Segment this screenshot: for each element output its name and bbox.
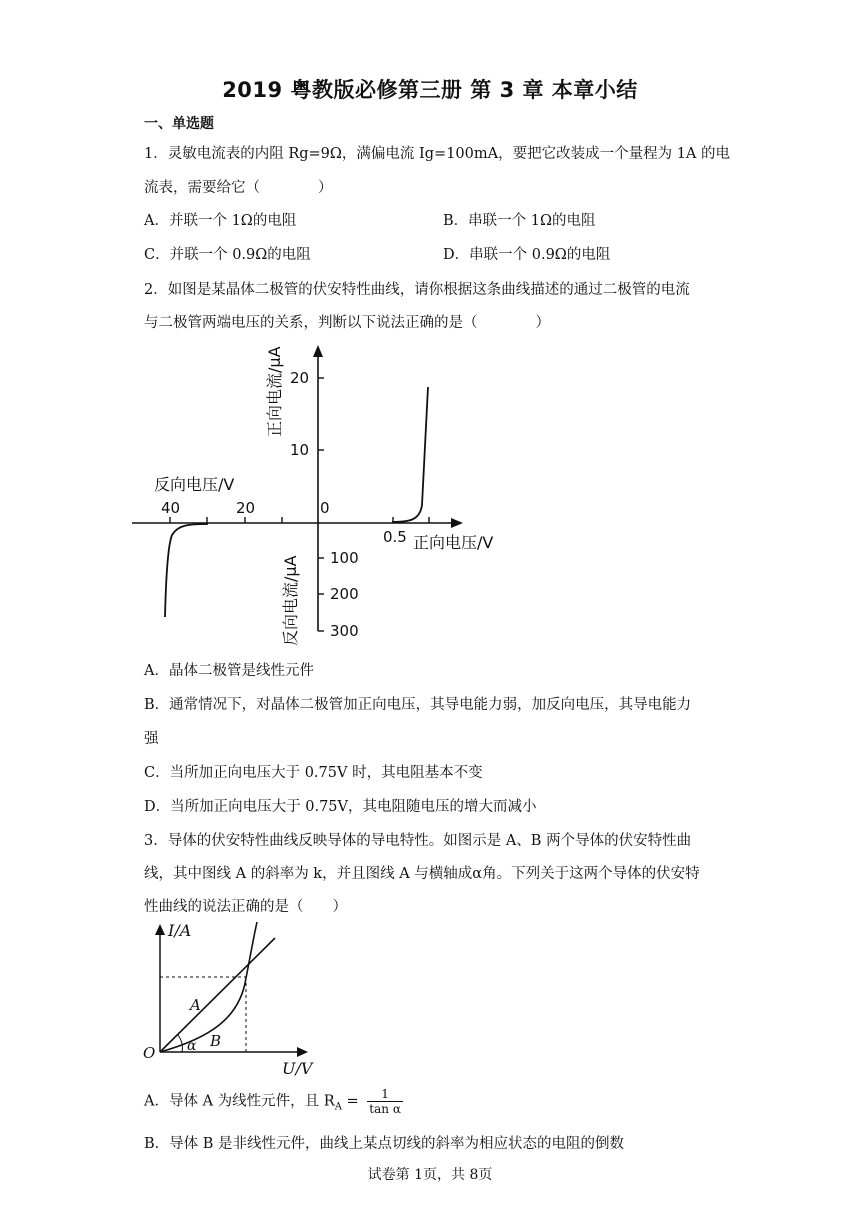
q1-option-c[interactable]: C．并联一个 0.9Ω的电阻 <box>144 247 311 263</box>
y-tick-20: 20 <box>290 369 310 387</box>
line-a-label: A <box>190 996 201 1014</box>
q1-stem-line2: 流表，需要给它（ ） <box>144 180 333 196</box>
q2-option-d[interactable]: D．当所加正向电压大于 0.75V，其电阻随电压的增大而减小 <box>144 799 537 815</box>
q3-option-b[interactable]: B．导体 B 是非线性元件，曲线上某点切线的斜率为相应状态的电阻的倒数 <box>144 1136 625 1152</box>
q3-option-a-fraction <box>367 1087 403 1116</box>
section-heading: 一、单选题 <box>144 116 214 132</box>
x-axis-label: U/V <box>282 1059 313 1078</box>
q2-stem-line2: 与二极管两端电压的关系，判断以下说法正确的是（ ） <box>144 315 550 331</box>
x-tick-0-5: 0.5 <box>383 528 407 546</box>
q2-option-b-line1[interactable]: B．通常情况下，对晶体二极管加正向电压，其导电能力弱，加反向电压，其导电能力 <box>144 697 692 713</box>
q3-stem-line3: 性曲线的说法正确的是（ ） <box>144 899 347 915</box>
q3-option-a-equals: = <box>341 1093 364 1110</box>
y-tick-300: 300 <box>330 622 359 640</box>
x-axis-arrow <box>451 518 463 528</box>
page-title: 2019 粤教版必修第三册 第 3 章 本章小结 <box>222 78 638 102</box>
q2-stem-line1: 2．如图是某晶体二极管的伏安特性曲线，请你根据这条曲线描述的通过二极管的电流 <box>144 282 690 298</box>
q1-option-b[interactable]: B．串联一个 1Ω的电阻 <box>443 213 596 229</box>
q3-option-a-text: A．导体 A 为线性元件，且 R <box>144 1093 335 1110</box>
fraction-numerator: 1 <box>367 1087 403 1102</box>
curve-b <box>160 922 257 1052</box>
q2-option-a[interactable]: A．晶体二极管是线性元件 <box>144 663 314 679</box>
x-tick-20: 20 <box>236 499 256 517</box>
x-tick-40: 40 <box>161 499 181 517</box>
q1-option-d[interactable]: D．串联一个 0.9Ω的电阻 <box>443 247 611 263</box>
y-axis-label: I/A <box>168 921 192 940</box>
angle-arc <box>178 1035 182 1052</box>
q3-stem-line2: 线，其中图线 A 的斜率为 k，并且图线 A 与横轴成α角。下列关于这两个导体的伏安特 <box>144 866 700 882</box>
iv-ab-figure <box>140 918 330 1080</box>
q1-option-a[interactable]: A．并联一个 1Ω的电阻 <box>144 213 297 229</box>
origin-label: O <box>143 1044 156 1062</box>
x-pos-label: 正向电压/V <box>413 533 494 552</box>
q3-option-a[interactable] <box>144 1087 403 1116</box>
fraction-denominator: tan α <box>369 1102 401 1116</box>
x-neg-label: 反向电压/V <box>154 475 235 494</box>
forward-curve <box>392 387 428 522</box>
y-tick-10: 10 <box>290 441 310 459</box>
q2-option-c[interactable]: C．当所加正向电压大于 0.75V 时，其电阻基本不变 <box>144 765 483 781</box>
x-axis-arrow <box>297 1047 308 1057</box>
q3-stem-line1: 3．导体的伏安特性曲线反映导体的导电特性。如图示是 A、B 两个导体的伏安特性曲 <box>144 833 692 849</box>
y-tick-200: 200 <box>330 585 359 603</box>
page-footer: 试卷第 1页，共 8页 <box>367 1167 493 1183</box>
line-b-label: B <box>210 1032 222 1050</box>
diode-iv-figure <box>130 335 520 650</box>
origin-label: 0 <box>320 499 330 517</box>
reverse-curve <box>165 524 208 617</box>
q2-option-b-line2[interactable]: 强 <box>144 731 159 747</box>
y-pos-label: 正向电流/μA <box>265 346 284 437</box>
y-axis-arrow <box>155 924 165 935</box>
q3-option-a-subscript: A <box>334 1101 342 1113</box>
y-axis-arrow <box>313 345 323 357</box>
y-neg-label: 反向电流/μA <box>281 555 300 646</box>
angle-label: α <box>187 1038 197 1054</box>
y-tick-100: 100 <box>330 549 359 567</box>
q1-stem-line1: 1．灵敏电流表的内阻 Rg=9Ω，满偏电流 Ig=100mA，要把它改装成一个量程为 1A 的电 <box>144 146 731 162</box>
